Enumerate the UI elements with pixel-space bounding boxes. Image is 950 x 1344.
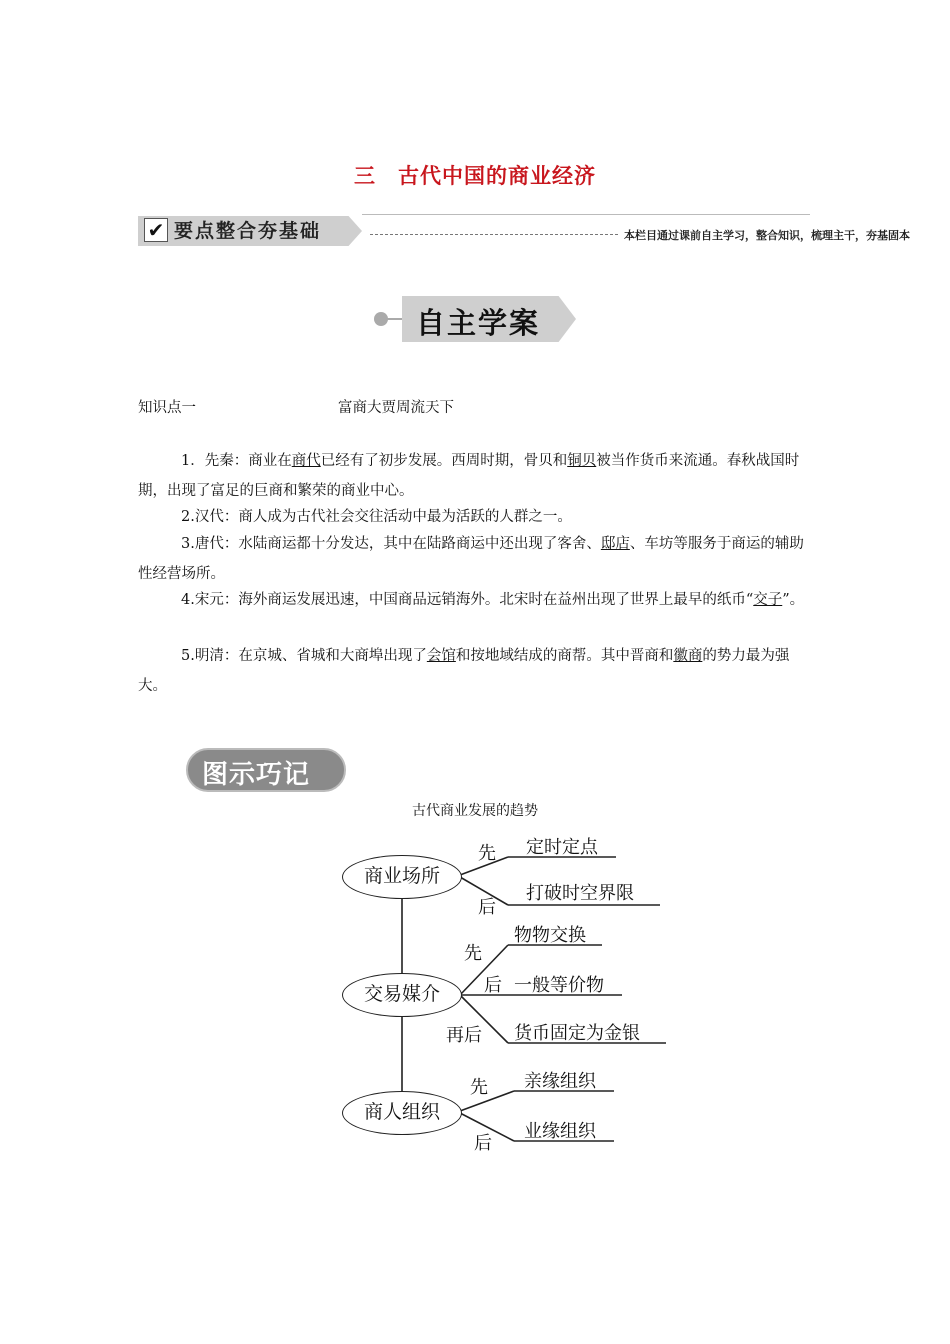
order-label-first: 先 bbox=[478, 843, 496, 864]
paragraph-han bbox=[138, 502, 810, 532]
diagram-caption: 古代商业发展的趋势 bbox=[412, 803, 538, 819]
underlined-term: 商代 bbox=[291, 453, 321, 469]
text-run: 2.汉代：商人成为古代社会交往活动中最为活跃的人群之一。 bbox=[181, 509, 572, 525]
text-run: 被当作货币来流通。春秋战国时期，出现了富足的巨商和繁荣的商业中心。 bbox=[138, 453, 800, 499]
order-label-later: 后 bbox=[478, 897, 496, 918]
order-label-later: 后 bbox=[484, 975, 502, 996]
text-run: 已经有了初步发展。西周时期，骨贝和 bbox=[320, 453, 568, 469]
underlined-term: 邸店 bbox=[600, 536, 630, 552]
text-run: 4.宋元：海外商运发展迅速，中国商品远销海外。北宋时在益州出现了世界上最早的纸币“ bbox=[181, 592, 754, 608]
memory-badge bbox=[186, 748, 346, 792]
paragraph-ming-qing bbox=[138, 641, 810, 701]
heading-text: 自主学案 bbox=[416, 306, 541, 340]
banner-label: 要点整合夯基础 bbox=[174, 220, 322, 242]
checkmark-icon: ✔ bbox=[144, 218, 168, 242]
section-banner bbox=[138, 214, 910, 248]
banner-top-rule bbox=[362, 214, 810, 215]
branch-text: 打破时空界限 bbox=[526, 883, 634, 904]
section-heading bbox=[372, 296, 582, 342]
underlined-term: 会馆 bbox=[426, 648, 456, 664]
text-run: 5.明清：在京城、省城和大商埠出现了 bbox=[181, 648, 427, 664]
branch-text: 一般等价物 bbox=[514, 975, 604, 996]
node-trade-medium: 交易媒介 bbox=[342, 973, 462, 1017]
banner-dashed-rule bbox=[370, 234, 618, 235]
text-run: 1．先秦：商业在 bbox=[181, 453, 292, 469]
underlined-term: 交子 bbox=[753, 592, 783, 608]
trend-diagram bbox=[330, 825, 690, 1165]
knowledge-point-title: 富商大贾周流天下 bbox=[338, 400, 454, 416]
branch-text: 物物交换 bbox=[514, 925, 586, 946]
branch-text: 定时定点 bbox=[526, 837, 598, 858]
lesson-title-text: 古代中国的商业经济 bbox=[398, 163, 596, 188]
text-run: 、车坊等服务于商运的辅助性经营场所。 bbox=[138, 536, 804, 582]
text-run: 3.唐代：水陆商运都十分发达，其中在陆路商运中还出现了客舍、 bbox=[181, 536, 601, 552]
text-run: ”。 bbox=[782, 592, 805, 608]
text-run: 的势力最为强大。 bbox=[138, 648, 790, 694]
paragraph-song-yuan bbox=[138, 585, 810, 615]
order-label-later: 后 bbox=[474, 1133, 492, 1154]
lesson-number: 三 bbox=[354, 163, 376, 188]
order-label-first: 先 bbox=[470, 1077, 488, 1098]
banner-description: 本栏目通过课前自主学习，整合知识，梳理主干，夯基固本 bbox=[624, 229, 910, 242]
paragraph-tang bbox=[138, 529, 810, 589]
order-label-first: 先 bbox=[464, 943, 482, 964]
order-label-then: 再后 bbox=[446, 1025, 482, 1046]
underlined-term: 铜贝 bbox=[567, 453, 597, 469]
node-merchant-org: 商人组织 bbox=[342, 1091, 462, 1135]
text-run: 和按地域结成的商帮。其中晋商和 bbox=[455, 648, 674, 664]
memory-badge-text: 图示巧记 bbox=[202, 760, 311, 790]
underlined-term: 徽商 bbox=[673, 648, 703, 664]
lesson-title bbox=[0, 160, 950, 190]
branch-text: 亲缘组织 bbox=[524, 1071, 596, 1092]
node-commercial-place: 商业场所 bbox=[342, 855, 462, 899]
paragraph-pre-qin bbox=[138, 446, 810, 506]
knowledge-point-label: 知识点一 bbox=[138, 400, 196, 416]
branch-text: 业缘组织 bbox=[524, 1121, 596, 1142]
branch-text: 货币固定为金银 bbox=[514, 1023, 640, 1044]
